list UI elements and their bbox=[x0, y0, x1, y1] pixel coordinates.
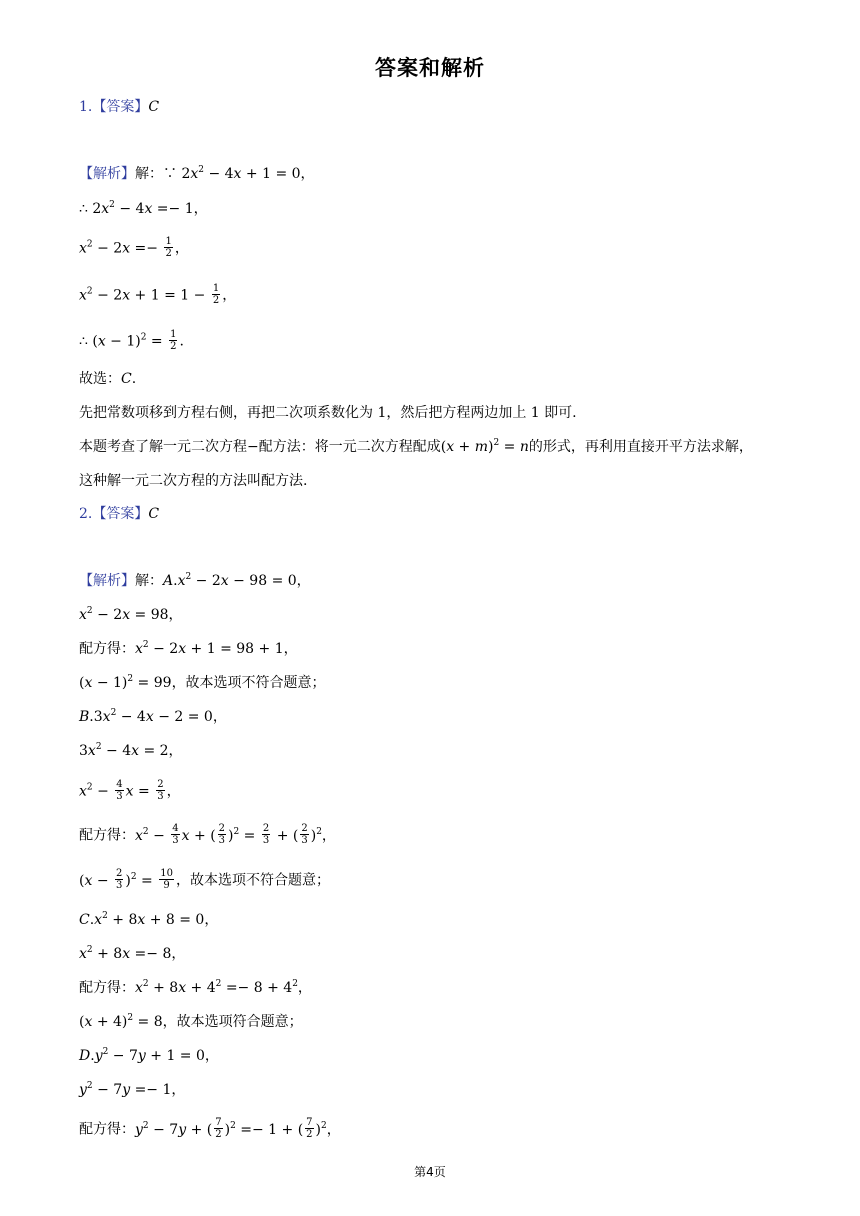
q2-analysis-intro: 解： bbox=[135, 573, 163, 589]
q2-c-eq-1: $x^2 + 8x =- 8$， bbox=[79, 945, 186, 962]
match-text: ，故本选项符合题意； bbox=[162, 1014, 303, 1030]
q1-analysis-label: 【解析】 bbox=[79, 166, 135, 182]
q1-answer-value: C bbox=[148, 99, 160, 115]
peifang-label: 配方得： bbox=[79, 641, 135, 657]
q2-a-eq-2: 配方得：$x^2 - 2x + 1 = 98 + 1$， bbox=[79, 640, 298, 657]
q2-c-eq-3: $(x + 4)^2 = 8$，故本选项符合题意； bbox=[79, 1013, 303, 1030]
q1-eq-4: $x^2 - 2x + 1 = 1$ − $\frac{1}{2}$ ， bbox=[79, 283, 237, 306]
q1-analysis-intro: 解： bbox=[135, 166, 163, 182]
peifang-label: 配方得： bbox=[79, 827, 135, 844]
q1-explain-2b: 的形式，再利用直接开平方法求解， bbox=[528, 439, 753, 455]
q2-d-eq-2: 配方得：$y^2 - 7y$ + ( $\frac{7}{2}$ )$^2$ =− 1 + ( $\frac{7}{2}$ )$^2$， bbox=[79, 1117, 341, 1140]
q2-d-eq-1: $y^2 - 7y =- 1$， bbox=[79, 1081, 186, 1098]
not-match-text: ，故本选项不符合题意； bbox=[171, 675, 326, 691]
q1-eq-2: ∴ $2x^2 - 4x =- 1$， bbox=[79, 200, 208, 217]
q2-c-eq-0: $C.x^2 + 8x + 8 = 0$， bbox=[79, 911, 219, 928]
q2-answer-label: 2.【答案】 bbox=[79, 506, 149, 522]
q2-analysis-line: 【解析】解：$A.x^2 - 2x - 98 = 0$， bbox=[79, 572, 311, 589]
page-footer: 第4页 bbox=[414, 1165, 446, 1179]
q2-b-eq-3: 配方得：$x^2$ − $\frac{4}{3}$ x + ( $\frac{2}{3}$ )$^2$ = $\frac{2}{3}$ + ( $\frac{2}{3}$ )$^2$， bbox=[79, 823, 336, 846]
q1-eq-3: $x^2 - 2x$ =− $\frac{1}{2}$ ， bbox=[79, 236, 189, 259]
q1-eq-5: ∴ $(x - 1)^2$ = $\frac{1}{2}$ . bbox=[79, 329, 184, 352]
q2-a-eq-1: $x^2 - 2x = 98$， bbox=[79, 606, 183, 623]
q1-answer-label: 1.【答案】 bbox=[79, 99, 149, 115]
q2-answer-line bbox=[79, 504, 159, 524]
q1-analysis-line bbox=[79, 164, 315, 184]
q2-answer-value: C bbox=[148, 506, 160, 522]
q2-d-eq-0: $D.y^2 - 7y + 1 = 0$， bbox=[79, 1047, 219, 1064]
q2-b-eq-0: $B.3x^2 - 4x - 2 = 0$， bbox=[79, 708, 227, 725]
q2-c-eq-2: 配方得：$x^2 + 8x + 4^2 =- 8 + 4^2$， bbox=[79, 979, 312, 996]
q1-explain-2a: 本题考查了解一元二次方程−配方法：将一元二次方程配成 bbox=[79, 439, 441, 455]
q2-a-eq-3: $(x - 1)^2 = 99$，故本选项不符合题意； bbox=[79, 674, 326, 691]
q1-choose-line: 故选：C. bbox=[79, 371, 137, 387]
page-title: 答案和解析 bbox=[375, 56, 485, 80]
q1-explain-1: 先把常数项移到方程右侧，再把二次项系数化为 1，然后把方程两边加上 1 即可. bbox=[79, 405, 577, 421]
q2-analysis-label: 【解析】 bbox=[79, 573, 135, 589]
q2-b-eq-1: $3x^2 - 4x = 2$， bbox=[79, 742, 183, 759]
q1-choose-label: 故选： bbox=[79, 371, 121, 387]
q1-explain-2: 本题考查了解一元二次方程−配方法：将一元二次方程配成$(x + m)^2 = n$的形式，再利用直接开平方法求解， bbox=[79, 438, 753, 455]
peifang-label: 配方得： bbox=[79, 1121, 135, 1138]
not-match-text: ，故本选项不符合题意； bbox=[175, 872, 330, 889]
q1-choose-value: C bbox=[121, 371, 132, 387]
peifang-label: 配方得： bbox=[79, 980, 135, 996]
q2-b-eq-2: $x^2$ − $\frac{4}{3}$ x = $\frac{2}{3}$ ， bbox=[79, 779, 181, 802]
q2-b-eq-4: (x − $\frac{2}{3}$ )$^2$ = $\frac{10}{9}$ ，故本选项不符合题意； bbox=[79, 868, 330, 891]
q1-answer-line bbox=[79, 97, 159, 117]
q1-explain-3: 这种解一元二次方程的方法叫配方法. bbox=[79, 473, 308, 489]
q1-eq-1: ∵ $2x^2 - 4x + 1 = 0$， bbox=[163, 165, 315, 182]
